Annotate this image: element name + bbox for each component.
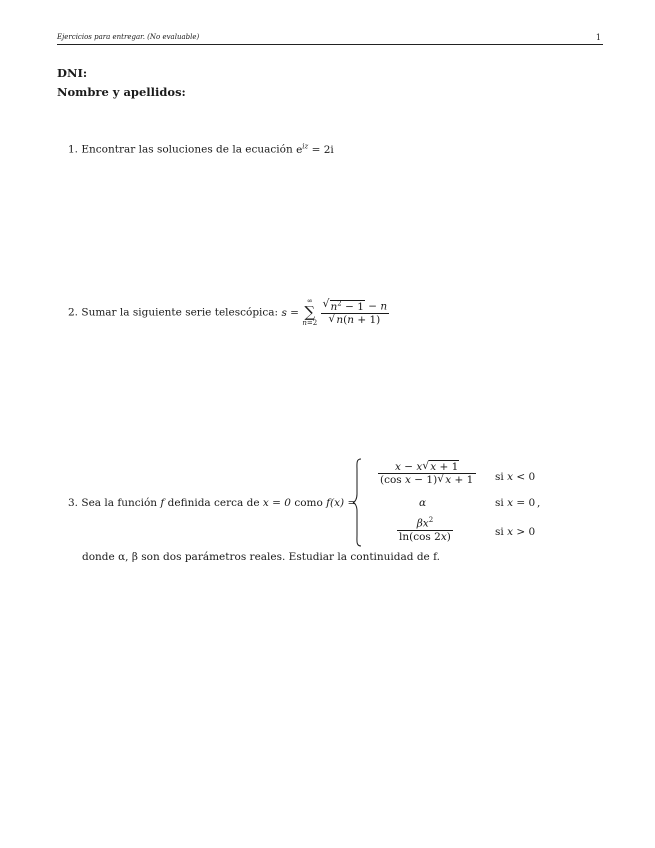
function-name: f: [160, 497, 165, 509]
question-2: [68, 298, 389, 327]
case-1-expression: $\frac{x - x√ x + 1}{\text{(cos x − 1)√ x + 1}}$: [378, 461, 476, 486]
name-label: Nombre y apellidos:: [57, 85, 186, 99]
case-2-condition: si x = 0: [495, 497, 536, 509]
question-2-number: 2.: [68, 306, 79, 319]
dni-label: DNI:: [57, 66, 88, 80]
running-header: [57, 33, 603, 44]
case-3-expression: $\frac{\beta x^2}{\ln(\cos 2x)}$: [399, 516, 451, 543]
question-3-line: [68, 497, 356, 509]
question-3-followup: donde α, β son dos parámetros reales. Estudiar la continuidad de f.: [82, 551, 440, 563]
question-3-text-before: Sea la función: [81, 497, 158, 509]
point-expression: x = 0: [262, 497, 291, 509]
header-rule: [57, 44, 603, 45]
question-2-equation: s = ∞ ∑ n=2 √ $n^2 - 1 - n$ √ n(n + 1): [281, 307, 389, 319]
question-3-text-after: como: [294, 497, 323, 509]
left-brace: [352, 458, 362, 547]
trailing-comma: ,: [537, 497, 541, 509]
question-3-number: 3.: [68, 497, 79, 509]
page-number: 1: [595, 33, 601, 42]
question-1-equation: $e^{iz} = 2i$: [296, 142, 334, 156]
summation-symbol: ∞ ∑ n=2: [302, 297, 318, 327]
case-1-condition: si x < 0: [495, 471, 536, 483]
question-3-text-middle: definida cerca de: [167, 497, 260, 509]
series-term-fraction: √ $n^2 - 1 - n$ √ n(n + 1): [321, 299, 390, 326]
question-1: [68, 142, 334, 156]
question-2-text: Sumar la siguiente serie telescópica:: [81, 306, 279, 319]
question-1-text: Encontrar las soluciones de la ecuación: [81, 143, 293, 156]
case-2-expression: α: [419, 497, 427, 509]
running-title: Ejercicios para entregar. (No evaluable): [57, 33, 200, 41]
question-1-number: 1.: [68, 143, 79, 156]
case-3-condition: si x > 0: [495, 526, 536, 538]
function-lhs: f(x) =: [326, 497, 357, 509]
